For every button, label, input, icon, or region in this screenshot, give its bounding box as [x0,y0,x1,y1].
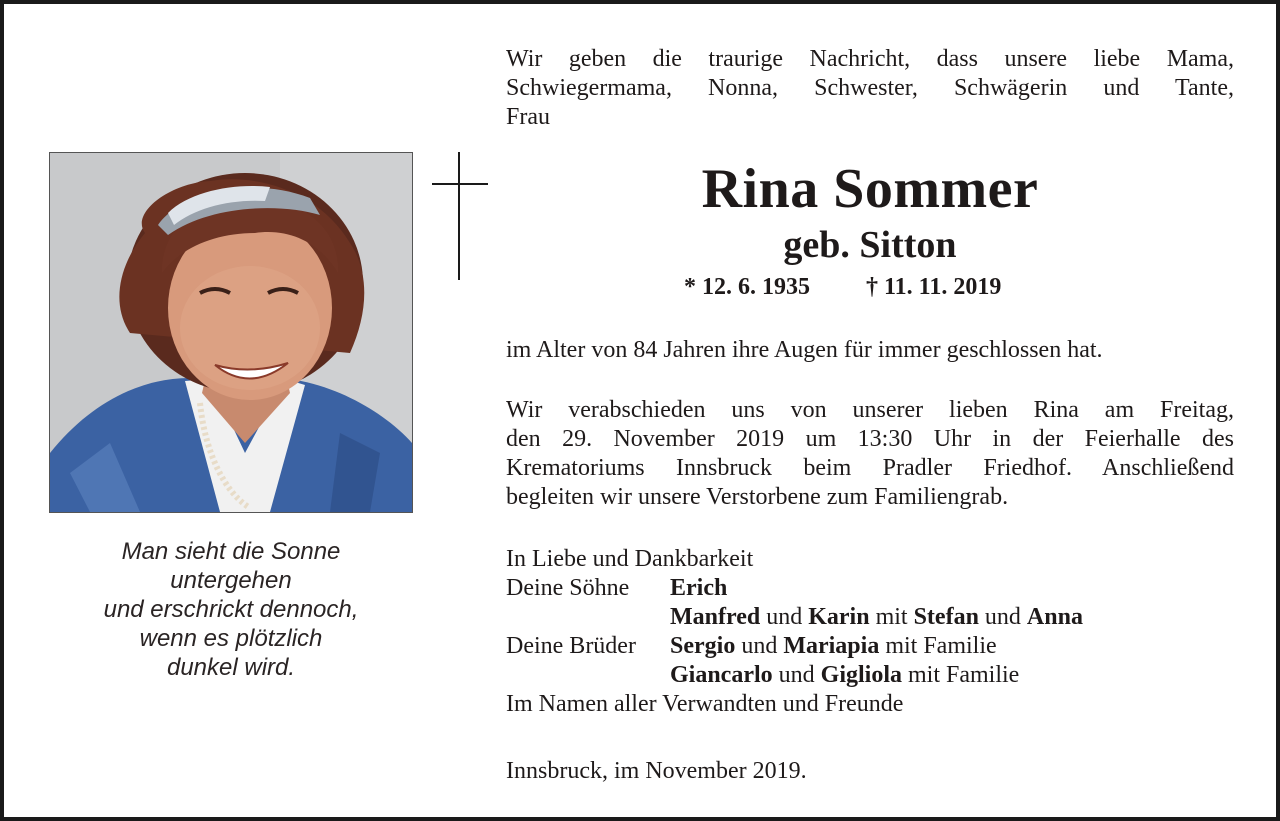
deceased-name: Rina Sommer [701,158,1039,220]
intro-line: Wir geben die traurige Nachricht, dass unsere liebe Mama, [506,46,1234,72]
life-dates [684,273,1001,302]
farewell-line: Krematoriums Innsbruck beim Pradler Friedhof. Anschließend [506,455,1234,481]
farewell-line: Wir verabschieden uns von unserer lieben Rina am Freitag, [506,397,1234,423]
quote-line: und erschrickt dennoch, [103,596,359,623]
cross-symbol [432,152,488,280]
place-date: Innsbruck, im November 2019. [506,758,807,784]
memorial-quote [49,537,413,682]
quote-line: Man sieht die Sonne [121,538,341,565]
brothers-label: Deine Brüder [506,633,636,659]
maiden-name: geb. Sitton [783,224,957,266]
portrait-photo [49,152,413,513]
sons-row: Deine Söhne Erich [506,575,728,601]
sons-row: Manfred und Karin mit Stefan und Anna [670,604,1083,630]
birth-date: * 12. 6. 1935 [684,274,810,300]
quote-line: wenn es plötzlich [139,625,323,652]
portrait-illustration [50,153,412,512]
intro-line: Schwiegermama, Nonna, Schwester, Schwägerin und Tante, [506,75,1234,101]
in-love-line: In Liebe und Dankbarkeit [506,546,754,572]
death-date: † 11. 11. 2019 [866,274,1002,300]
quote-line: dunkel wird. [166,654,296,681]
farewell-line: begleiten wir unsere Verstorbene zum Familiengrab. [506,484,1009,510]
age-line: im Alter von 84 Jahren ihre Augen für immer geschlossen hat. [506,337,1103,363]
farewell-paragraph [506,396,1234,512]
intro-line: Frau [506,104,550,130]
brothers-row: Deine Brüder Sergio und Mariapia mit Familie [506,633,997,659]
relatives-line: Im Namen aller Verwandten und Freunde [506,691,904,717]
brothers-row: Giancarlo und Gigliola mit Familie [670,662,1020,688]
mourners-list [506,545,1234,719]
quote-line: untergehen [170,567,292,594]
sons-label: Deine Söhne [506,575,630,601]
farewell-line: den 29. November 2019 um 13:30 Uhr in der Feierhalle des [506,426,1234,452]
intro-paragraph [506,45,1234,132]
